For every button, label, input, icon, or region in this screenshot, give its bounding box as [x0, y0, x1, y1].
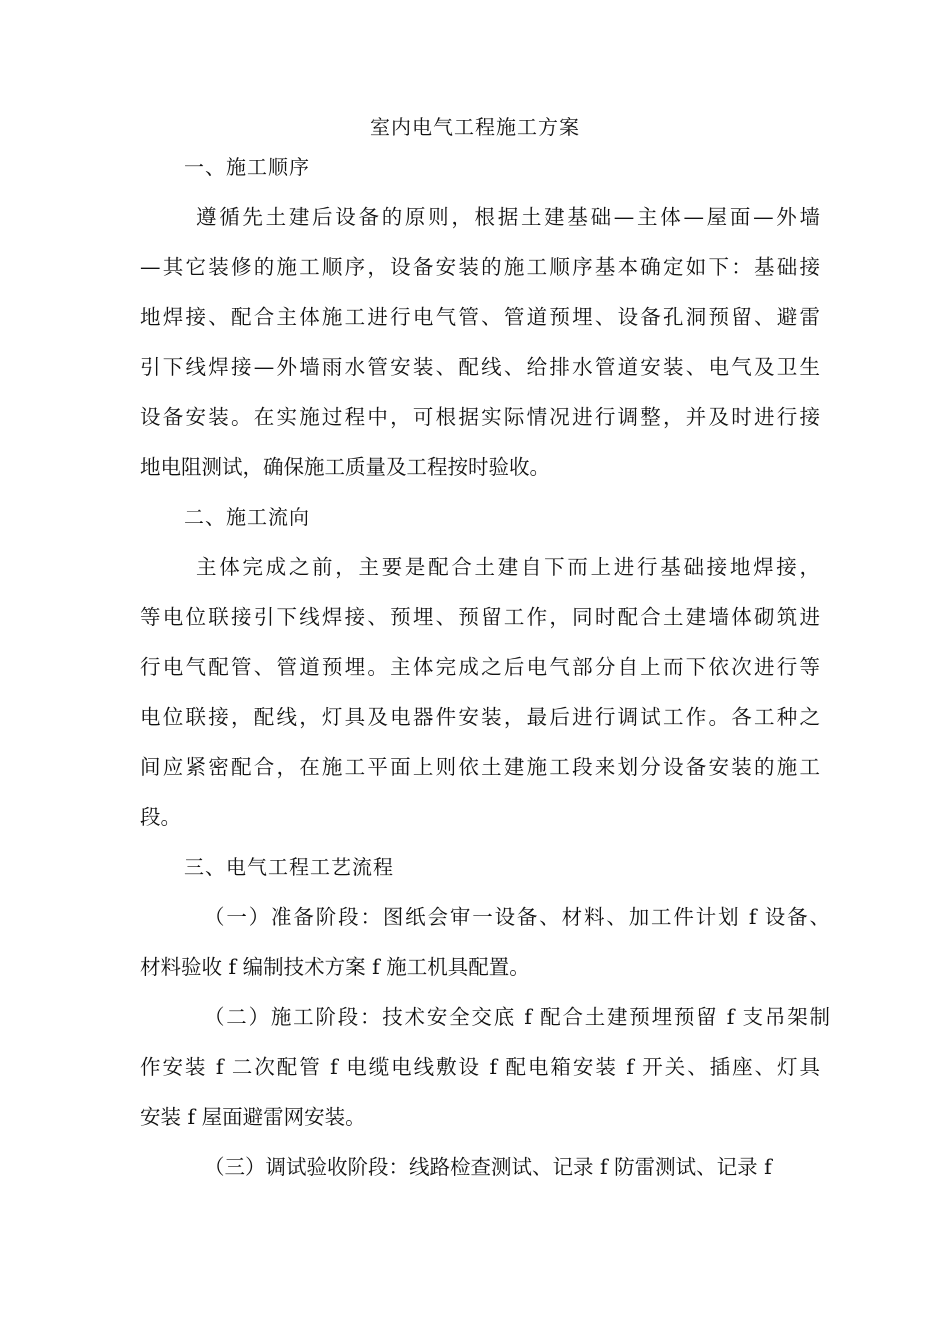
paragraph-line: 遵循先土建后设备的原则，根据土建基础—主体—屋面—外墙 — [196, 205, 820, 229]
paragraph-line: 电位联接，配线，灯具及电器件安装，最后进行调试工作。各工种之 — [140, 705, 820, 729]
paragraph-line: （三）调试验收阶段：线路检查测试、记录 f 防雷测试、记录 f — [204, 1155, 772, 1179]
section-heading-direction: 二、施工流向 — [184, 505, 310, 529]
paragraph-line: 行电气配管、管道预埋。主体完成之后电气部分自上而下依次进行等 — [140, 655, 820, 679]
paragraph-line: 地焊接、配合主体施工进行电气管、管道预埋、设备孔洞预留、避雷 — [140, 305, 820, 329]
paragraph-line: 间应紧密配合，在施工平面上则依土建施工段来划分设备安装的施工 — [140, 755, 820, 779]
paragraph-line: 主体完成之前，主要是配合土建自下而上进行基础接地焊接， — [196, 555, 820, 579]
section-heading-process-flow: 三、电气工程工艺流程 — [184, 855, 394, 879]
paragraph-line: 等电位联接引下线焊接、预埋、预留工作，同时配合土建墙体砌筑进 — [140, 605, 820, 629]
paragraph-line: —其它装修的施工顺序，设备安装的施工顺序基本确定如下：基础接 — [140, 255, 820, 279]
paragraph-line: 引下线焊接—外墙雨水管安装、配线、给排水管道安装、电气及卫生 — [140, 355, 820, 379]
paragraph-line: 段。 — [140, 805, 181, 829]
section-heading-sequence: 一、施工顺序 — [184, 155, 310, 179]
document-title: 室内电气工程施工方案 — [370, 115, 580, 139]
paragraph-line: 设备安装。在实施过程中，可根据实际情况进行调整，并及时进行接 — [140, 405, 820, 429]
paragraph-line: （一）准备阶段：图纸会审一设备、材料、加工件计划 f 设备、 — [204, 905, 830, 929]
paragraph-line: 材料验收 f 编制技术方案 f 施工机具配置。 — [140, 955, 530, 979]
paragraph-line: 作安装 f 二次配管 f 电缆电线敷设 f 配电箱安装 f 开关、插座、灯具 — [140, 1055, 820, 1079]
paragraph-line: 安装 f 屋面避雷网安装。 — [140, 1105, 366, 1129]
paragraph-line: （二）施工阶段：技术安全交底 f 配合土建预埋预留 f 支吊架制 — [204, 1005, 830, 1029]
paragraph-line: 地电阻测试，确保施工质量及工程按时验收。 — [140, 455, 550, 479]
